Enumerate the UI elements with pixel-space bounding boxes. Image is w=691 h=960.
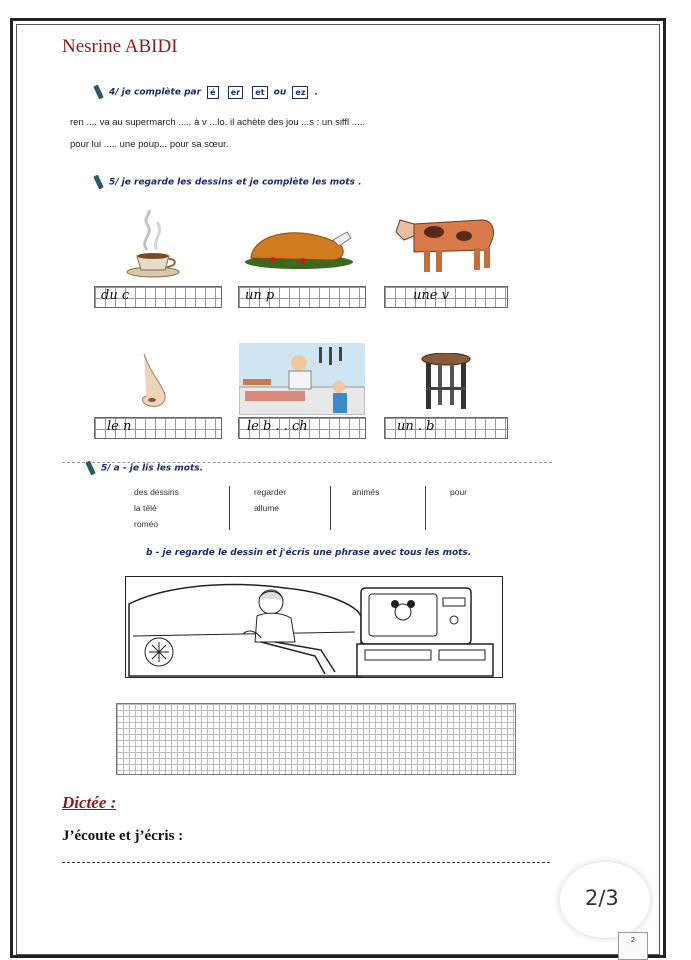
exercise-4-instruction: 4/ je complète par é er et ou ez . [96, 85, 318, 99]
roast-chicken-image [243, 222, 355, 270]
cup-of-tea-image [125, 210, 185, 278]
cow-image [394, 210, 500, 276]
exercise-5a-instruction: 5/ a - je lis les mots. [88, 461, 203, 475]
column-divider [425, 486, 426, 530]
word-grid[interactable]: une v [384, 286, 508, 308]
word-item: des dessins [134, 487, 179, 497]
option-box: et [252, 86, 267, 99]
nose-image [130, 352, 174, 410]
page-thumbnail[interactable]: 2 [618, 932, 648, 960]
page-indicator: 2/3 [585, 886, 619, 910]
word-item: allume [254, 503, 280, 513]
word-item: animés [352, 487, 380, 497]
dictation-prompt: J’écoute et j’écris : [62, 828, 184, 844]
boy-watching-tv-drawing [125, 576, 503, 678]
word-item: pour [450, 487, 468, 497]
option-box: é [207, 86, 218, 99]
stool-image [420, 353, 472, 411]
worksheet-page [10, 18, 666, 958]
dictation-title: Dictée : [62, 793, 117, 812]
word-item: la télé [134, 503, 157, 513]
exercise-4-line-1: ren .... va au supermarch ..... à v ...lo. il achète des jou ...s : un siffl ..... [70, 117, 365, 128]
word-grid[interactable]: un p [238, 286, 366, 308]
author-name: Nesrine ABIDI [62, 36, 178, 57]
option-box: ez [292, 86, 308, 99]
word-grid[interactable]: un . b [384, 417, 508, 439]
option-box: er [228, 86, 243, 99]
word-grid[interactable]: du c [94, 286, 222, 308]
exercise-5b-instruction: b - je regarde le dessin et j'écris une phrase avec tous les mots. [146, 548, 472, 558]
butcher-shop-image [239, 343, 365, 415]
dictation-answer-line[interactable] [62, 862, 550, 863]
column-divider [330, 486, 331, 530]
writing-grid[interactable] [116, 703, 516, 775]
word-item: roméo [134, 519, 159, 529]
word-item: regarder [254, 487, 287, 497]
column-divider [229, 486, 230, 530]
exercise-5-instruction: 5/ je regarde les dessins et je complète les mots . [96, 175, 361, 189]
word-grid[interactable]: le b . . ch [238, 417, 366, 439]
word-grid[interactable]: le n [94, 417, 222, 439]
exercise-4-line-2: pour lui ..... une poup... pour sa sœur. [70, 139, 229, 150]
